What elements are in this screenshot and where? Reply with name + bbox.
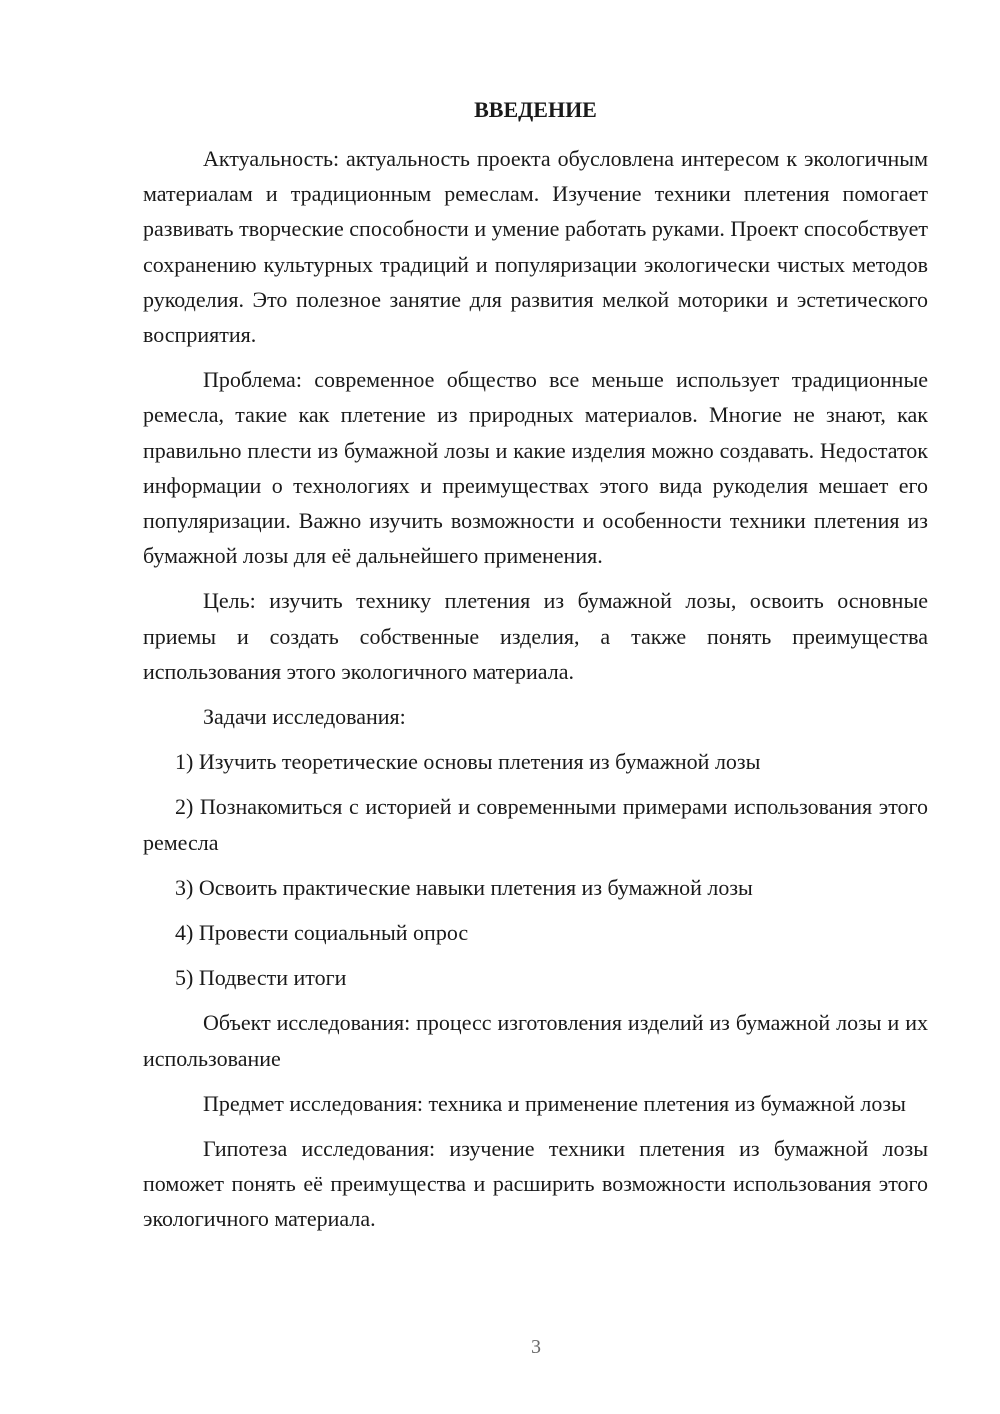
task-item-3: 3) Освоить практические навыки плетения из бумажной лозы: [175, 874, 753, 900]
page-number: 3: [531, 1336, 541, 1358]
document-body: [143, 92, 928, 1237]
task-item-4: 4) Провести социальный опрос: [175, 920, 469, 946]
page-title: ВВЕДЕНИЕ: [474, 97, 597, 122]
task-item-2: 2) Познакомиться с историей и современными примерами использования этого ремесла: [143, 794, 928, 855]
problem-paragraph: Проблема: современное общество все меньше использует традиционные ремесла, такие как плетение из природных материалов. Многие не знают, как правильно плести из бумажной лозы и какие изделия можно создавать. Недостаток информации о технологиях и преимуществах этого вида рукоделия мешает его популяризации. Важно изучить возможности и особенности техники плетения из бумажной лозы для её дальнейшего применения.: [143, 367, 928, 569]
relevance-paragraph: Актуальность: актуальность проекта обусловлена интересом к экологичным материалам и традиционным ремеслам. Изучение техники плетения помогает развивать творческие способности и умение работать руками. Проект способствует сохранению культурных традиций и популяризации экологически чистых методов рукоделия. Это полезное занятие для развития мелкой моторики и эстетического восприятия.: [143, 146, 928, 348]
goal-paragraph: Цель: изучить технику плетения из бумажной лозы, освоить основные приемы и создать собственные изделия, а также понять преимущества использования этого экологичного материала.: [143, 588, 928, 684]
subject-paragraph: Предмет исследования: техника и применение плетения из бумажной лозы: [203, 1090, 906, 1116]
hypothesis-paragraph: Гипотеза исследования: изучение техники плетения из бумажной лозы поможет понять её преимущества и расширить возможности использования этого экологичного материала.: [143, 1136, 928, 1232]
tasks-heading: Задачи исследования:: [203, 704, 406, 730]
task-item-1: 1) Изучить теоретические основы плетения из бумажной лозы: [175, 749, 761, 775]
object-paragraph: Объект исследования: процесс изготовления изделий из бумажной лозы и их использование: [143, 1010, 928, 1071]
tasks-list: [143, 744, 928, 995]
task-item-5: 5) Подвести итоги: [175, 965, 347, 991]
